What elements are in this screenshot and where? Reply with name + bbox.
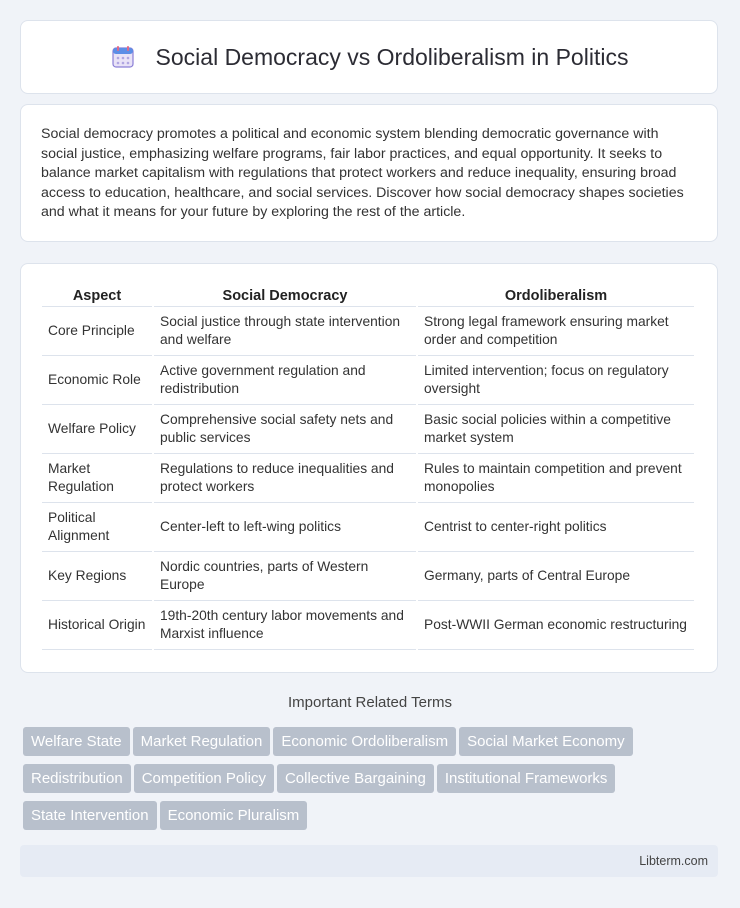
header-card	[20, 20, 718, 94]
header-ordoliberalism: Ordoliberalism	[418, 284, 694, 307]
cell-ordoliberalism: Germany, parts of Central Europe	[418, 552, 694, 601]
table-row	[42, 307, 694, 356]
cell-social-democracy: Center-left to left-wing politics	[154, 503, 416, 552]
table-row	[42, 503, 694, 552]
footer-brand[interactable]: Libterm.com	[639, 854, 708, 868]
related-term-tag[interactable]: Economic Pluralism	[160, 801, 308, 830]
calendar-icon	[110, 44, 136, 70]
related-term-tag[interactable]: Redistribution	[23, 764, 131, 793]
intro-card	[20, 104, 718, 242]
cell-aspect: Key Regions	[42, 552, 152, 601]
cell-social-democracy: Comprehensive social safety nets and public services	[154, 405, 416, 454]
cell-ordoliberalism: Post-WWII German economic restructuring	[418, 601, 694, 650]
comparison-card	[20, 263, 718, 673]
cell-aspect: Historical Origin	[42, 601, 152, 650]
cell-social-democracy: 19th-20th century labor movements and Marxist influence	[154, 601, 416, 650]
cell-ordoliberalism: Centrist to center-right politics	[418, 503, 694, 552]
cell-ordoliberalism: Strong legal framework ensuring market order and competition	[418, 307, 694, 356]
table-row	[42, 405, 694, 454]
related-terms-list	[23, 727, 723, 838]
intro-text: Social democracy promotes a political and economic system blending democratic governance with social justice, emphasizing welfare programs, fair labor practices, and equal opportunity. It seeks to balance market capitalism with regulations that protect workers and reduce inequality, ensuring broad access to education, healthcare, and social services. Discover how social democracy shapes societies and what it means for your future by exploring the rest of the article.	[41, 126, 684, 221]
table-row	[42, 454, 694, 503]
comparison-table	[40, 284, 696, 650]
related-term-tag[interactable]: Institutional Frameworks	[437, 764, 616, 793]
page-title-text: Social Democracy vs Ordoliberalism in Politics	[155, 43, 629, 70]
table-row	[42, 356, 694, 405]
header-aspect: Aspect	[42, 284, 152, 307]
cell-social-democracy: Social justice through state intervention and welfare	[154, 307, 416, 356]
table-header-row	[42, 284, 694, 307]
related-term-tag[interactable]: State Intervention	[23, 801, 157, 830]
footer	[20, 845, 718, 877]
cell-ordoliberalism: Rules to maintain competition and prevent monopolies	[418, 454, 694, 503]
related-term-tag[interactable]: Economic Ordoliberalism	[273, 727, 456, 756]
header-social-democracy: Social Democracy	[154, 284, 416, 307]
page-title	[110, 44, 629, 71]
cell-aspect: Welfare Policy	[42, 405, 152, 454]
cell-ordoliberalism: Basic social policies within a competitive market system	[418, 405, 694, 454]
table-row	[42, 601, 694, 650]
related-term-tag[interactable]: Competition Policy	[134, 764, 274, 793]
related-terms-title: Important Related Terms	[288, 694, 452, 711]
related-term-tag[interactable]: Collective Bargaining	[277, 764, 434, 793]
cell-social-democracy: Regulations to reduce inequalities and protect workers	[154, 454, 416, 503]
cell-social-democracy: Nordic countries, parts of Western Europe	[154, 552, 416, 601]
related-term-tag[interactable]: Market Regulation	[133, 727, 271, 756]
related-term-tag[interactable]: Welfare State	[23, 727, 130, 756]
cell-aspect: Political Alignment	[42, 503, 152, 552]
cell-aspect: Economic Role	[42, 356, 152, 405]
table-row	[42, 552, 694, 601]
cell-ordoliberalism: Limited intervention; focus on regulatory oversight	[418, 356, 694, 405]
cell-social-democracy: Active government regulation and redistribution	[154, 356, 416, 405]
cell-aspect: Core Principle	[42, 307, 152, 356]
related-term-tag[interactable]: Social Market Economy	[459, 727, 633, 756]
cell-aspect: Market Regulation	[42, 454, 152, 503]
